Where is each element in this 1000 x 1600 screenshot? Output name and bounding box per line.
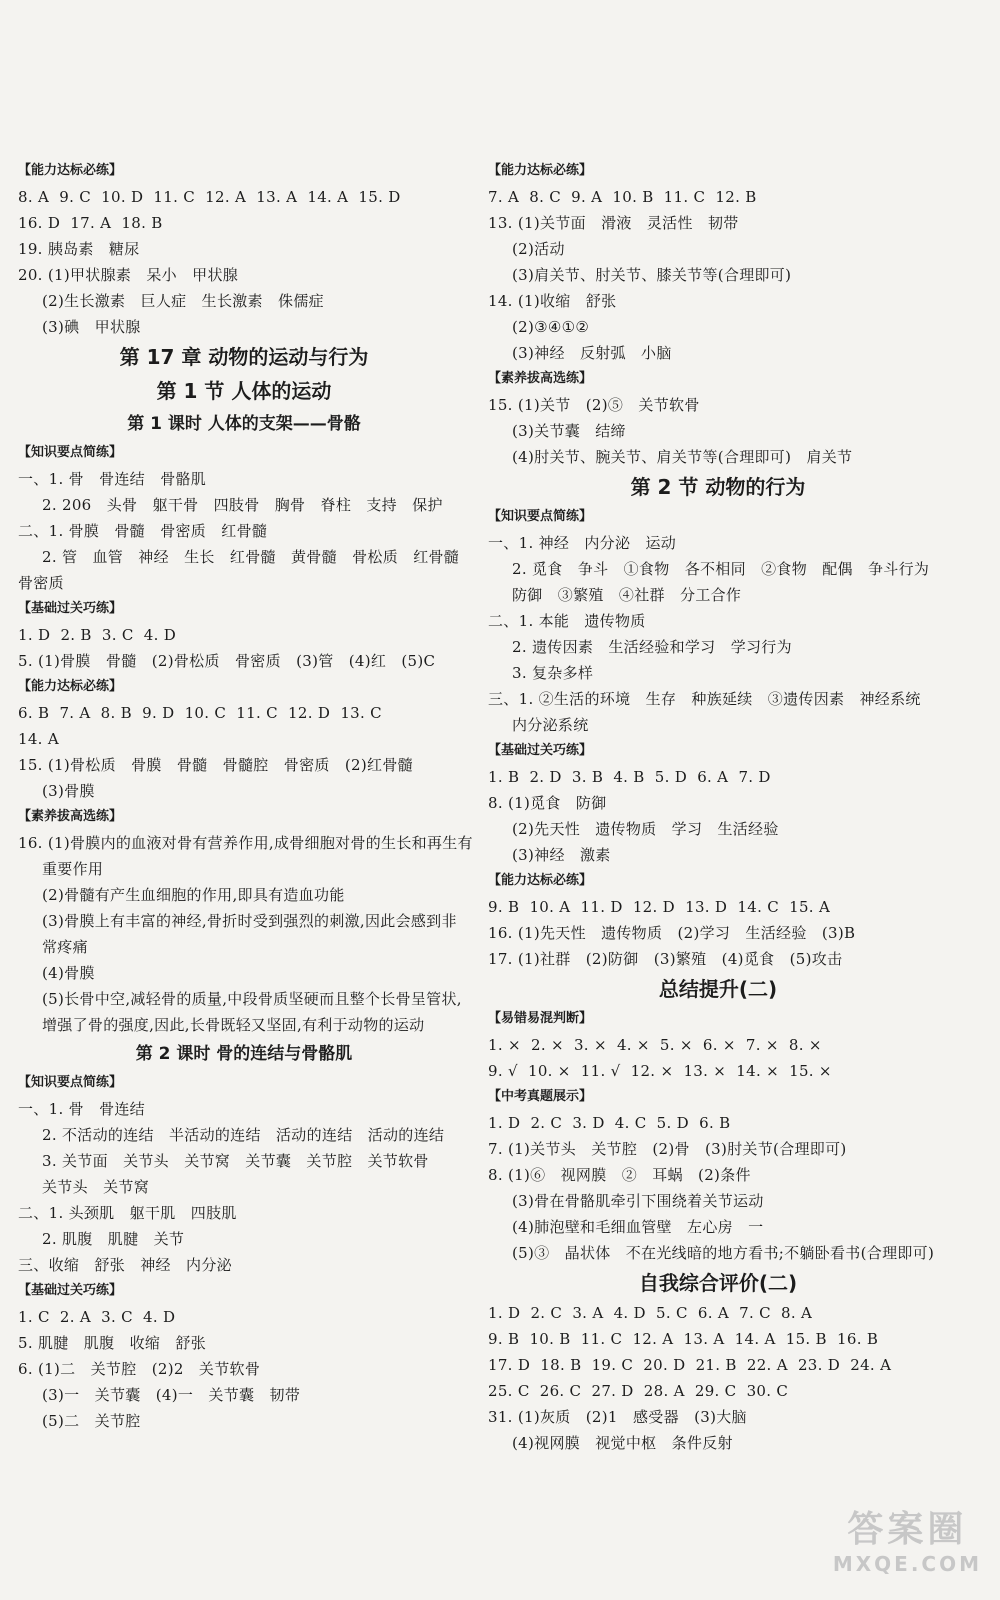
answer-line-indented: (2)骨髓有产生血细胞的作用,即具有造血功能 <box>42 886 345 904</box>
answer-line-indented: (2)先天性 遗传物质 学习 生活经验 <box>512 820 779 838</box>
answer-line: 1. D 2. C 3. A 4. D 5. C 6. A 7. C 8. A <box>488 1304 813 1322</box>
section-heading: 【中考真题展示】 <box>488 1089 593 1104</box>
answer-line: 17. (1)社群 (2)防御 (3)繁殖 (4)觅食 (5)攻击 <box>488 950 843 968</box>
answer-line: 骨密质 <box>18 574 64 592</box>
section-heading: 【易错易混判断】 <box>488 1011 593 1026</box>
section-heading: 【素养拔高选练】 <box>488 371 593 386</box>
answer-line: 9. B 10. B 11. C 12. A 13. A 14. A 15. B 16. B <box>488 1330 879 1348</box>
answer-line-indented: (3)骨在骨骼肌牵引下围绕着关节运动 <box>512 1192 764 1210</box>
chapter-title: 总结提升(二) <box>658 977 778 1001</box>
answer-line-indented: (3)一 关节囊 (4)一 关节囊 韧带 <box>42 1386 301 1404</box>
answer-line-indented: 3. 关节面 关节头 关节窝 关节囊 关节腔 关节软骨 <box>42 1152 429 1170</box>
answer-line: 9. √ 10. × 11. √ 12. × 13. × 14. × 15. × <box>488 1062 832 1080</box>
answer-line-indented: 2. 管 血管 神经 生长 红骨髓 黄骨髓 骨松质 红骨髓 <box>42 548 460 566</box>
answer-line-indented: 重要作用 <box>42 860 104 878</box>
answer-line-indented: 2. 遗传因素 生活经验和学习 学习行为 <box>512 638 792 656</box>
answer-line: 31. (1)灰质 (2)1 感受器 (3)大脑 <box>488 1408 747 1426</box>
answer-line: 7. (1)关节头 关节腔 (2)骨 (3)肘关节(合理即可) <box>488 1140 847 1158</box>
answer-line-indented: (5)③ 晶状体 不在光线暗的地方看书;不躺卧看书(合理即可) <box>512 1244 935 1262</box>
watermark-url: MXQE.COM <box>832 1552 982 1576</box>
answer-line: 8. (1)⑥ 视网膜 ② 耳蜗 (2)条件 <box>488 1166 751 1184</box>
answer-line: 一、1. 神经 内分泌 运动 <box>488 534 677 552</box>
answer-line-indented: (3)神经 激素 <box>512 846 611 864</box>
section-heading: 【素养拔高选练】 <box>18 809 123 824</box>
answer-line: 16. D 17. A 18. B <box>18 214 163 232</box>
answer-line: 17. D 18. B 19. C 20. D 21. B 22. A 23. D 24. A <box>488 1356 892 1374</box>
answer-line-indented: 2. 肌腹 肌腱 关节 <box>42 1230 185 1248</box>
answer-line-indented: 2. 不活动的连结 半活动的连结 活动的连结 活动的连结 <box>42 1126 445 1144</box>
answer-line: 一、1. 骨 骨连结 骨骼肌 <box>18 470 207 488</box>
answer-line: 9. B 10. A 11. D 12. D 13. D 14. C 15. A <box>488 898 831 916</box>
answer-line-indented: 2. 206 头骨 躯干骨 四肢骨 胸骨 脊柱 支持 保护 <box>42 496 443 514</box>
answer-line-indented: (5)长骨中空,减轻骨的质量,中段骨质坚硬而且整个长骨呈管状, <box>42 990 462 1008</box>
answer-line: 6. B 7. A 8. B 9. D 10. C 11. C 12. D 13. C <box>18 704 382 722</box>
answer-line: 16. (1)骨膜内的血液对骨有营养作用,成骨细胞对骨的生长和再生有 <box>18 834 473 852</box>
answer-line-indented: (4)肺泡壁和毛细血管壁 左心房 一 <box>512 1218 764 1236</box>
answer-line-indented: (3)碘 甲状腺 <box>42 318 141 336</box>
answer-line-indented: 2. 觅食 争斗 ①食物 各不相同 ②食物 配偶 争斗行为 <box>512 560 930 578</box>
right-column <box>488 158 948 1456</box>
section-heading: 【能力达标必练】 <box>488 163 593 178</box>
answer-line: 20. (1)甲状腺素 呆小 甲状腺 <box>18 266 239 284</box>
answer-line: 5. (1)骨膜 骨髓 (2)骨松质 骨密质 (3)管 (4)红 (5)C <box>18 652 436 670</box>
answer-line-indented: 常疼痛 <box>42 938 88 956</box>
answer-line: 1. B 2. D 3. B 4. B 5. D 6. A 7. D <box>488 768 771 786</box>
answer-line-indented: (2)③④①② <box>512 318 590 336</box>
answer-line-indented: 3. 复杂多样 <box>512 664 594 682</box>
answer-line: 7. A 8. C 9. A 10. B 11. C 12. B <box>488 188 757 206</box>
chapter-title: 第 1 节 人体的运动 <box>156 379 332 403</box>
watermark-text: 答案圈 <box>847 1509 968 1550</box>
answer-line-indented: 关节头 关节窝 <box>42 1178 150 1196</box>
answer-line-indented: 内分泌系统 <box>512 716 589 734</box>
section-heading: 【知识要点简练】 <box>18 445 123 460</box>
answer-line-indented: (4)肘关节、腕关节、肩关节等(合理即可) 肩关节 <box>512 448 853 466</box>
answer-line: 13. (1)关节面 滑液 灵活性 韧带 <box>488 214 739 232</box>
answer-line: 二、1. 骨膜 骨髓 骨密质 红骨髓 <box>18 522 268 540</box>
left-column <box>18 158 473 1434</box>
answer-line: 6. (1)二 关节腔 (2)2 关节软骨 <box>18 1360 261 1378</box>
answer-line: 14. A <box>18 730 59 748</box>
chapter-title: 第 2 节 动物的行为 <box>630 475 806 499</box>
answer-line: 三、1. ②生活的环境 生存 种族延续 ③遗传因素 神经系统 <box>488 690 921 708</box>
answer-line-indented: (4)骨膜 <box>42 964 95 982</box>
answer-line: 16. (1)先天性 遗传物质 (2)学习 生活经验 (3)B <box>488 924 856 942</box>
answer-line-indented: (3)神经 反射弧 小脑 <box>512 344 672 362</box>
answer-line: 15. (1)关节 (2)⑤ 关节软骨 <box>488 396 700 414</box>
answer-line-indented: (5)二 关节腔 <box>42 1412 141 1430</box>
chapter-title: 第 17 章 动物的运动与行为 <box>119 345 369 369</box>
section-heading: 【能力达标必练】 <box>488 873 593 888</box>
answer-line: 1. D 2. C 3. D 4. C 5. D 6. B <box>488 1114 731 1132</box>
section-heading: 【基础过关巧练】 <box>488 743 593 758</box>
answer-line: 19. 胰岛素 糖尿 <box>18 240 140 258</box>
answer-line: 5. 肌腱 肌腹 收缩 舒张 <box>18 1334 206 1352</box>
answer-line: 一、1. 骨 骨连结 <box>18 1100 145 1118</box>
answer-line: 8. A 9. C 10. D 11. C 12. A 13. A 14. A 15. D <box>18 188 401 206</box>
section-heading: 【基础过关巧练】 <box>18 1283 123 1298</box>
answer-line: 25. C 26. C 27. D 28. A 29. C 30. C <box>488 1382 789 1400</box>
lesson-title: 第 2 课时 骨的连结与骨骼肌 <box>135 1044 353 1064</box>
answer-line: 1. C 2. A 3. C 4. D <box>18 1308 176 1326</box>
answer-line: 15. (1)骨松质 骨膜 骨髓 骨髓腔 骨密质 (2)红骨髓 <box>18 756 413 774</box>
answer-line: 1. D 2. B 3. C 4. D <box>18 626 177 644</box>
answer-line-indented: 防御 ③繁殖 ④社群 分工合作 <box>512 586 742 604</box>
answer-line: 8. (1)觅食 防御 <box>488 794 607 812</box>
answer-line-indented: (4)视网膜 视觉中枢 条件反射 <box>512 1434 733 1452</box>
answer-line: 14. (1)收缩 舒张 <box>488 292 617 310</box>
section-heading: 【能力达标必练】 <box>18 163 123 178</box>
lesson-title: 第 1 课时 人体的支架——骨骼 <box>127 414 361 434</box>
answer-line-indented: (3)关节囊 结缔 <box>512 422 626 440</box>
answer-line-indented: (2)生长激素 巨人症 生长激素 侏儒症 <box>42 292 324 310</box>
chapter-title: 自我综合评价(二) <box>638 1271 798 1295</box>
answer-line-indented: 增强了骨的强度,因此,长骨既轻又坚固,有利于动物的运动 <box>42 1016 425 1034</box>
answer-line: 三、收缩 舒张 神经 内分泌 <box>18 1256 232 1274</box>
answer-line-indented: (3)骨膜 <box>42 782 95 800</box>
watermark-logo <box>833 1501 982 1576</box>
answer-line-indented: (3)肩关节、肘关节、膝关节等(合理即可) <box>512 266 792 284</box>
section-heading: 【知识要点简练】 <box>488 509 593 524</box>
section-heading: 【能力达标必练】 <box>18 679 123 694</box>
section-heading: 【基础过关巧练】 <box>18 601 123 616</box>
answer-line: 1. × 2. × 3. × 4. × 5. × 6. × 7. × 8. × <box>488 1036 822 1054</box>
answer-line-indented: (3)骨膜上有丰富的神经,骨折时受到强烈的刺激,因此会感到非 <box>42 912 457 930</box>
answer-line: 二、1. 头颈肌 躯干肌 四肢肌 <box>18 1204 237 1222</box>
answer-line-indented: (2)活动 <box>512 240 565 258</box>
answer-line: 二、1. 本能 遗传物质 <box>488 612 646 630</box>
section-heading: 【知识要点简练】 <box>18 1075 123 1090</box>
